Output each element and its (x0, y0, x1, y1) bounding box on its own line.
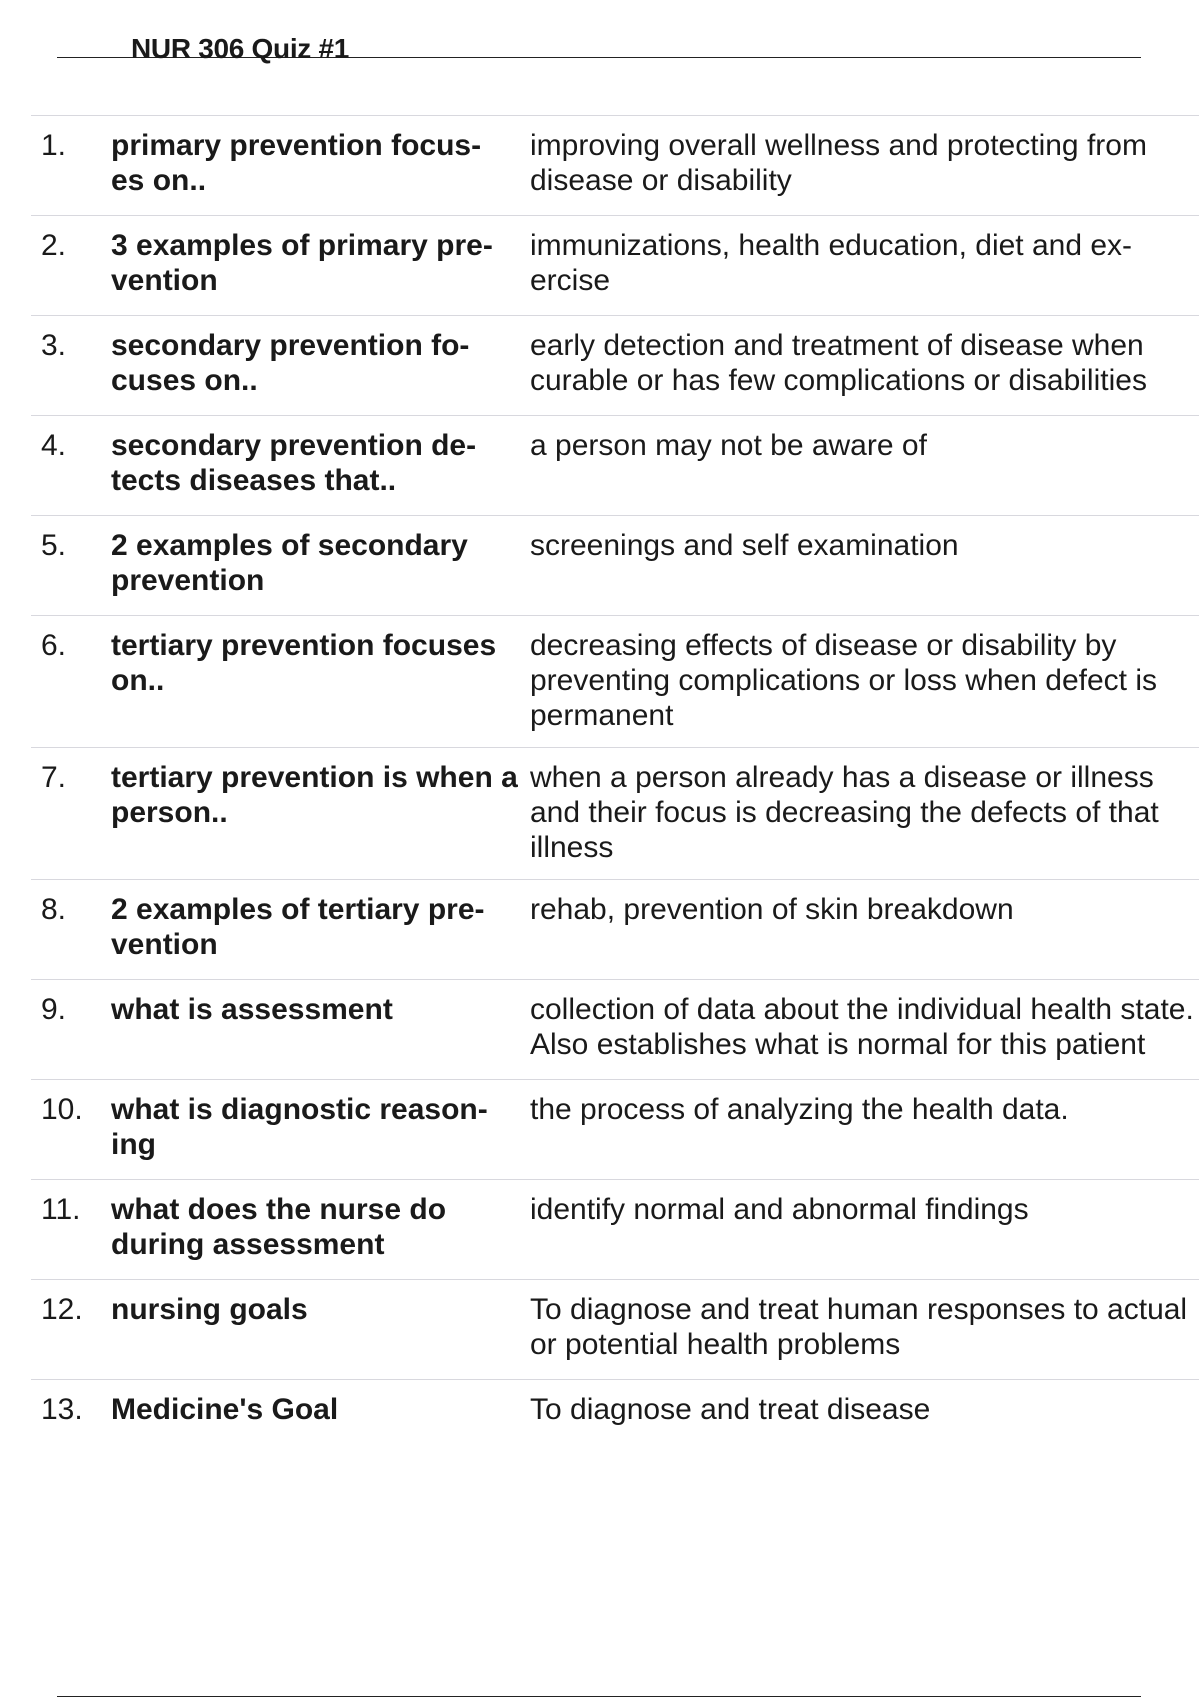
card-definition: rehab, prevention of skin breakdown (530, 893, 1014, 926)
card-number: 11. (41, 1193, 81, 1226)
flashcard-row (31, 116, 1199, 216)
card-number: 5. (41, 529, 67, 562)
card-term: nursing goals (111, 1293, 308, 1326)
flashcard-row (31, 416, 1199, 516)
card-number: 4. (41, 429, 67, 462)
flashcard-row (31, 748, 1199, 880)
card-definition: identify normal and abnormal findings (530, 1193, 1029, 1226)
card-definition: decreasing effects of disease or disability by preventing complications or loss when defect is permanent (530, 629, 1157, 732)
card-number: 6. (41, 629, 67, 662)
card-term: secondary prevention fo- cuses on.. (111, 329, 470, 397)
card-definition: the process of analyzing the health data. (530, 1093, 1069, 1126)
card-term: what is assessment (111, 993, 393, 1026)
card-term: primary prevention focus- es on.. (111, 129, 482, 197)
flashcard-row (31, 216, 1199, 316)
card-term: tertiary prevention is when a person.. (111, 761, 518, 829)
card-definition: a person may not be aware of (530, 429, 927, 462)
card-term: 2 examples of tertiary pre- vention (111, 893, 485, 961)
card-definition: improving overall wellness and protecting from disease or disability (530, 129, 1147, 197)
page-title: NUR 306 Quiz #1 (131, 33, 350, 64)
flashcard-row (31, 980, 1199, 1080)
flashcard-row (31, 1280, 1199, 1380)
flashcard-row (31, 1080, 1199, 1180)
card-number: 12. (41, 1293, 83, 1326)
quiz-header (57, 33, 1141, 64)
card-term: secondary prevention de- tects diseases that.. (111, 429, 477, 497)
flashcard-row (31, 616, 1199, 748)
flashcard-row (31, 316, 1199, 416)
card-definition: immunizations, health education, diet and ex- ercise (530, 229, 1133, 297)
flashcard-row (31, 880, 1199, 980)
card-number: 2. (41, 229, 67, 262)
card-definition: collection of data about the individual health state. Also establishes what is normal for this patient (530, 993, 1194, 1061)
flashcard-row (31, 1180, 1199, 1280)
flashcard-list (31, 115, 1199, 1480)
card-number: 7. (41, 761, 67, 794)
card-definition: screenings and self examination (530, 529, 959, 562)
card-term: what is diagnostic reason- ing (111, 1093, 488, 1161)
card-number: 9. (41, 993, 67, 1026)
card-definition: when a person already has a disease or illness and their focus is decreasing the defects of that illness (530, 761, 1159, 864)
card-term: Medicine's Goal (111, 1393, 339, 1426)
card-term: what does the nurse do during assessment (111, 1193, 447, 1261)
card-number: 1. (41, 129, 67, 162)
card-term: 3 examples of primary pre- vention (111, 229, 493, 297)
card-definition: early detection and treatment of disease when curable or has few complications or disabilities (530, 329, 1147, 397)
card-number: 3. (41, 329, 67, 362)
card-term: tertiary prevention focuses on.. (111, 629, 497, 697)
flashcard-row (31, 516, 1199, 616)
card-number: 13. (41, 1393, 83, 1426)
card-definition: To diagnose and treat human responses to actual or potential health problems (530, 1293, 1188, 1361)
flashcard-row (31, 1380, 1199, 1480)
card-number: 8. (41, 893, 67, 926)
card-number: 10. (41, 1093, 83, 1126)
card-term: 2 examples of secondary prevention (111, 529, 468, 597)
footer-rule (57, 1696, 1141, 1697)
card-definition: To diagnose and treat disease (530, 1393, 931, 1426)
